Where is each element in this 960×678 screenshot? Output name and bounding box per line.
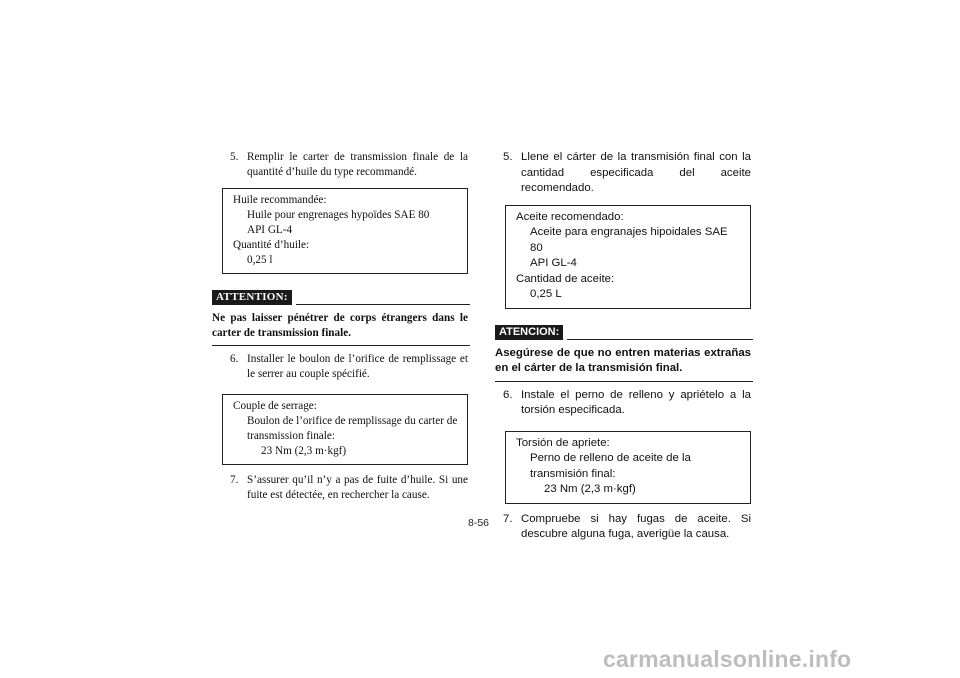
caution-text: Ne pas laisser pénétrer de corps étrangers dans le carter de transmission finale. bbox=[212, 312, 468, 339]
caution-rule bbox=[296, 304, 470, 305]
step-text: S’assurer qu’il n’y a pas de fuite d’huile. Si une fuite est détectée, en rechercher la cause. bbox=[247, 474, 468, 501]
torque-part: Perno de relleno de aceite de la transmisión final: bbox=[530, 452, 691, 480]
caution-rule bbox=[567, 339, 753, 340]
oil-spec-box bbox=[505, 205, 751, 309]
step-number: 7. bbox=[230, 474, 239, 486]
oil-quantity-value: 0,25 L bbox=[530, 288, 562, 300]
recommended-oil-grade: API GL-4 bbox=[530, 257, 577, 269]
watermark: carmanualsonline.info bbox=[603, 646, 852, 672]
torque-spec-box bbox=[222, 394, 468, 465]
step-text: Instale el perno de relleno y apriételo a la torsión especificada. bbox=[521, 388, 751, 416]
torque-label: Torsión de apriete: bbox=[516, 436, 610, 449]
recommended-oil-label: Huile recommandée: bbox=[233, 194, 327, 206]
step-text: Compruebe si hay fugas de aceite. Si descubre alguna fuga, averigüe la causa. bbox=[521, 512, 751, 540]
page-number: 8-56 bbox=[468, 517, 490, 529]
step-7 bbox=[495, 512, 753, 543]
step-number: 7. bbox=[503, 512, 513, 525]
step-text: Remplir le carter de transmission finale de la quantité d’huile du type recommandé. bbox=[247, 151, 468, 178]
oil-spec-box bbox=[222, 188, 468, 274]
step-7 bbox=[212, 473, 470, 503]
caution-header bbox=[212, 290, 470, 305]
caution-tag: ATENCION: bbox=[495, 325, 563, 340]
step-number: 5. bbox=[503, 151, 513, 163]
oil-quantity-label: Cantidad de aceite: bbox=[516, 272, 615, 285]
step-number: 6. bbox=[230, 353, 239, 365]
oil-quantity-value: 0,25 l bbox=[247, 254, 273, 266]
oil-quantity-label: Quantité d’huile: bbox=[233, 239, 310, 251]
caution-text: Asegúrese de que no entren materias extrañas en el cárter de la transmisión final. bbox=[495, 346, 751, 374]
caution-notice bbox=[495, 325, 753, 382]
recommended-oil-value: Huile pour engrenages hypoïdes SAE 80 bbox=[247, 209, 430, 221]
recommended-oil-grade: API GL-4 bbox=[247, 224, 293, 236]
step-5 bbox=[212, 150, 470, 180]
step-number: 6. bbox=[503, 388, 513, 401]
caution-bottom-rule bbox=[495, 381, 753, 382]
spanish-column bbox=[495, 150, 753, 543]
step-text: Llene el cárter de la transmisión final con la cantidad especificada del aceite recomendado. bbox=[521, 151, 751, 194]
recommended-oil-label: Aceite recomendado: bbox=[516, 210, 624, 223]
step-6 bbox=[495, 388, 753, 419]
caution-tag: ATTENTION: bbox=[212, 290, 292, 305]
step-5 bbox=[495, 150, 753, 197]
caution-bottom-rule bbox=[212, 345, 470, 346]
step-number: 5. bbox=[230, 151, 239, 163]
torque-spec-box bbox=[505, 431, 751, 504]
torque-part: Boulon de l’orifice de remplissage du carter de transmission finale: bbox=[247, 415, 458, 442]
caution-notice bbox=[212, 290, 470, 346]
french-column bbox=[212, 150, 470, 503]
torque-value: 23 Nm (2,3 m·kgf) bbox=[261, 445, 347, 457]
recommended-oil-value: Aceite para engranajes hipoidales SAE 80 bbox=[530, 226, 728, 254]
step-text: Installer le boulon de l’orifice de remplissage et le serrer au couple spécifié. bbox=[247, 353, 468, 380]
torque-label: Couple de serrage: bbox=[233, 400, 317, 412]
step-6 bbox=[212, 352, 470, 382]
torque-value: 23 Nm (2,3 m·kgf) bbox=[544, 483, 636, 495]
caution-header bbox=[495, 325, 753, 340]
